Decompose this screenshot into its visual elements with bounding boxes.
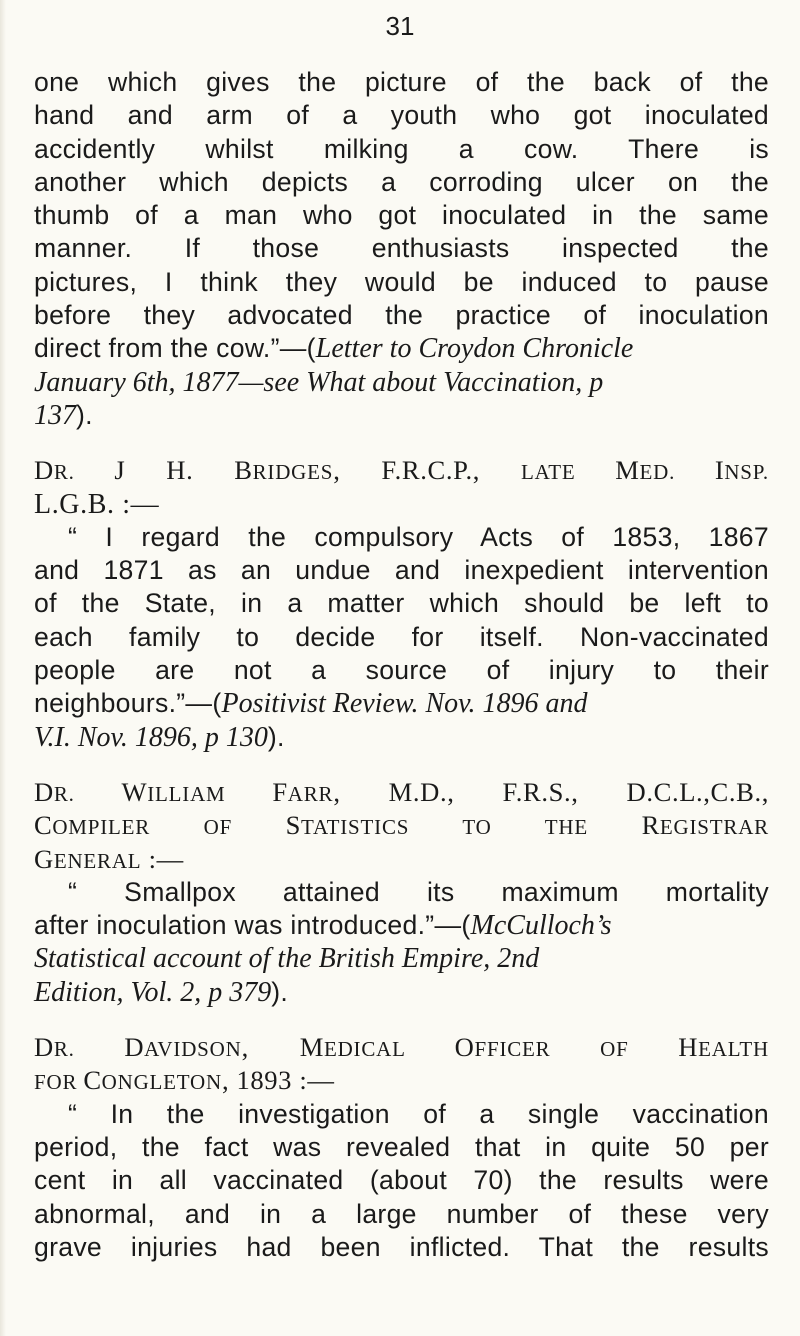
text-line: hand and arm of a youth who got inoculated: [34, 100, 769, 131]
heading-segment: D: [34, 455, 54, 486]
heading-segment: I: [714, 455, 725, 486]
text-line: thumb of a man who got inoculated in the same: [34, 200, 769, 231]
quote-line: [34, 909, 769, 942]
quote-line: people are not a source of injury to their: [34, 655, 769, 686]
heading-segment: R.: [53, 460, 115, 485]
heading-segment: NSP.: [724, 460, 769, 485]
author-heading-cont: [34, 1064, 769, 1097]
heading-segment: ENERAL: [53, 848, 142, 873]
text-line: [34, 366, 769, 399]
text-fragment: ).: [76, 399, 93, 430]
heading-segment: B: [234, 455, 253, 486]
text-fragment: ).: [271, 976, 289, 1007]
quote-line: abnormal, and in a large number of these very: [34, 1198, 769, 1229]
text-line: before they advocated the practice of inoculation: [34, 300, 769, 331]
citation-italic: McCulloch’s: [470, 910, 612, 942]
heading-segment: EDICAL: [323, 1037, 455, 1062]
heading-segment: AVIDSON: [144, 1037, 242, 1062]
heading-segment: , 1893 :—: [222, 1065, 335, 1096]
heading-segment: D: [124, 1032, 145, 1063]
citation-italic: Statistical account of the British Empire, 2nd: [34, 943, 540, 975]
text-line: [34, 399, 769, 432]
heading-segment: OMPILER OF: [52, 815, 286, 840]
text-line: [34, 332, 769, 365]
text-line: pictures, I think they would be induced to pause: [34, 266, 769, 297]
quote-line: “ Smallpox attained its maximum mortality: [68, 876, 769, 907]
citation-italic: 137: [34, 399, 76, 431]
heading-segment: TATISTICS TO THE: [301, 815, 642, 840]
heading-segment: EGISTRAR: [659, 815, 769, 840]
heading-segment: LATE: [520, 460, 616, 485]
citation-italic: Letter to Croydon Chronicle: [315, 333, 634, 365]
heading-segment: H: [678, 1032, 699, 1063]
text-fragment: direct from the cow.”—(: [34, 333, 316, 364]
heading-segment: D: [34, 776, 54, 807]
quote-line: of the State, in a matter which should be left to: [34, 588, 769, 619]
heading-segment: M: [615, 455, 640, 486]
heading-segment: , M.D., F.R.S., D.C.L.,C.B.,: [333, 776, 769, 807]
heading-segment: ONGLETON: [101, 1070, 222, 1095]
author-heading-cont: L.G.B. :—: [34, 488, 160, 520]
heading-segment: , F.R.C.P.,: [333, 455, 521, 486]
heading-segment: R.: [53, 781, 122, 806]
author-heading-cont: [34, 809, 769, 842]
heading-segment: G: [34, 843, 54, 874]
heading-segment: ILLIAM: [147, 781, 273, 806]
citation-italic: V.I. Nov. 1896, p 130: [34, 721, 268, 753]
section-bridges: [34, 454, 769, 754]
heading-segment: C: [34, 810, 53, 841]
heading-segment: C: [83, 1065, 102, 1096]
quote-line: [34, 721, 769, 754]
heading-segment: D: [34, 1032, 54, 1063]
quote-line: each family to decide for itself. Non-vaccinated: [34, 621, 769, 652]
body-text: [34, 66, 769, 1264]
heading-segment: ,: [241, 1032, 300, 1063]
text-fragment: ).: [267, 721, 285, 752]
heading-segment: FOR: [34, 1070, 84, 1095]
text-fragment: neighbours.”—(: [34, 688, 222, 719]
page-number: 31: [385, 11, 415, 41]
text-fragment: after inoculation was introduced.”—(: [34, 910, 471, 941]
author-heading: [34, 1031, 769, 1064]
citation-italic: Edition, Vol. 2, p 379: [34, 976, 272, 1008]
quote-line: “ In the investigation of a single vaccination: [68, 1098, 769, 1129]
heading-segment: EALTH: [698, 1037, 769, 1062]
section-davidson: [34, 1031, 769, 1264]
text-line: one which gives the picture of the back of the: [34, 67, 769, 97]
author-heading: [34, 454, 769, 487]
heading-segment: W: [121, 776, 148, 807]
heading-segment: ARR: [287, 781, 334, 806]
paragraph-inoculation-pictures: [34, 66, 769, 432]
heading-segment: ED.: [639, 460, 715, 485]
heading-segment: M: [299, 1032, 324, 1063]
quote-line: period, the fact was revealed that in quite 50 per: [34, 1131, 769, 1162]
quote-line: [34, 687, 769, 720]
text-line: manner. If those enthusiasts inspected the: [34, 233, 769, 264]
heading-segment: O: [454, 1032, 475, 1063]
quote-line: and 1871 as an undue and inexpedient intervention: [34, 555, 769, 586]
author-heading-cont: [34, 843, 769, 876]
quote-line: [34, 976, 769, 1009]
heading-segment: FFICER OF: [474, 1037, 679, 1062]
quote-line: grave injuries had been inflicted. That the results: [34, 1231, 769, 1262]
author-heading: [34, 776, 769, 809]
section-farr: [34, 776, 769, 1009]
heading-segment: S: [285, 810, 302, 841]
text-line: another which depicts a corroding ulcer on the: [34, 166, 769, 197]
heading-segment: R.: [53, 1037, 125, 1062]
quote-line: cent in all vaccinated (about 70) the results were: [34, 1165, 769, 1196]
heading-segment: :—: [141, 843, 184, 874]
citation-italic: Positivist Review. Nov. 1896 and: [221, 688, 588, 720]
quote-line: [34, 942, 769, 975]
heading-segment: J H.: [114, 455, 235, 486]
heading-segment: RIDGES: [252, 460, 334, 485]
quote-line: “ I regard the compulsory Acts of 1853, 1867: [68, 521, 769, 552]
heading-segment: R: [641, 810, 660, 841]
page-edge-shadow: [0, 0, 6, 1336]
text-line: accidently whilst milking a cow. There is: [34, 133, 769, 164]
heading-segment: F: [272, 776, 288, 807]
citation-italic: January 6th, 1877—see What about Vaccination, p: [34, 366, 604, 398]
